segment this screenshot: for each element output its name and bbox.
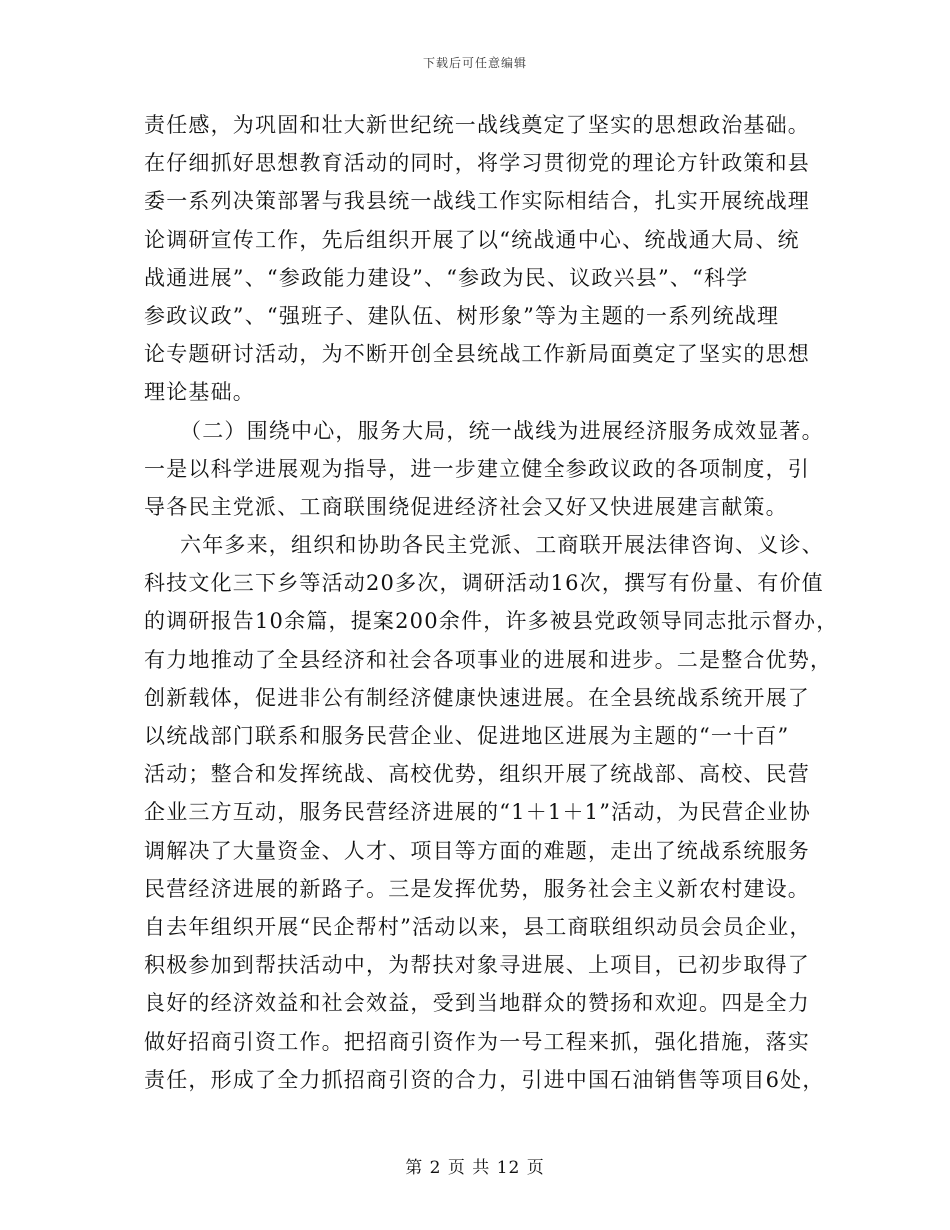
- body-line: 责任感，为巩固和壮大新世纪统一战线奠定了坚实的思想政治基础。: [144, 113, 810, 137]
- body-line: 积极参加到帮扶活动中，为帮扶对象寻进展、上项目，已初步取得了: [144, 953, 810, 978]
- body-line: 在仔细抓好思想教育活动的同时，将学习贯彻党的理论方针政策和县: [144, 151, 810, 176]
- body-line: 科技文化三下乡等活动20多次，调研活动16次，撰写有份量、有价值: [144, 571, 824, 596]
- body-line: 论专题研讨活动，为不断开创全县统战工作新局面奠定了坚实的思想: [144, 342, 810, 367]
- document-body: [144, 106, 839, 1099]
- body-line: 以统战部门联系和服务民营企业、促进地区进展为主题的“一十百”: [144, 724, 790, 748]
- paragraph-start-line: 六年多来，组织和协助各民主党派、工商联开展法律咨询、义诊、: [180, 533, 824, 558]
- body-line: 民营经济进展的新路子。三是发挥优势，服务社会主义新农村建设。: [144, 876, 810, 901]
- body-line: 企业三方互动，服务民营经济进展的“1＋1＋1”活动，为民营企业协: [144, 800, 811, 825]
- body-line: 有力地推动了全县经济和社会各项事业的进展和进步。二是整合优势，: [144, 647, 833, 672]
- section-heading-line: （二）围绕中心，服务大局，统一战线为进展经济服务成效显著。: [180, 418, 824, 443]
- body-line: 理论基础。: [144, 380, 255, 405]
- body-line: 参政议政”、“强班子、建队伍、树形象”等为主题的一系列统战理: [144, 303, 780, 328]
- body-line: 一是以科学进展观为指导，进一步建立健全参政议政的各项制度，引: [144, 456, 810, 481]
- body-line: 创新载体，促进非公有制经济健康快速进展。在全县统战系统开展了: [144, 685, 810, 710]
- page-number-footer: 第 2 页 共 12 页: [405, 1158, 545, 1178]
- body-line: 做好招商引资工作。把招商引资作为一号工程来抓，强化措施，落实: [144, 1029, 810, 1054]
- body-line: 良好的经济效益和社会效益，受到当地群众的赞扬和欢迎。四是全力: [144, 991, 810, 1016]
- body-line: 自去年组织开展“民企帮村”活动以来，县工商联组织动员会员企业，: [144, 914, 812, 939]
- body-line: 调解决了大量资金、人才、项目等方面的难题，走出了统战系统服务: [144, 838, 810, 863]
- body-line: 论调研宣传工作，先后组织开展了以“统战通中心、统战通大局、统: [144, 227, 800, 252]
- body-line: 导各民主党派、工商联围绕促进经济社会又好又快进展建言献策。: [144, 494, 788, 519]
- body-line: 责任，形成了全力抓招商引资的合力，引进中国石油销售等项目6处，: [144, 1067, 825, 1092]
- page-header: 下载后可任意编辑: [422, 56, 527, 70]
- body-line: 活动；整合和发挥统战、高校优势，组织开展了统战部、高校、民营: [144, 762, 810, 787]
- body-line: 委一系列决策部署与我县统一战线工作实际相结合，扎实开展统战理: [144, 189, 810, 214]
- body-line: 的调研报告10余篇，提案200余件，许多被县党政领导同志批示督办，: [144, 609, 839, 634]
- body-line: 战通进展”、“参政能力建设”、“参政为民、议政兴县”、“科学: [144, 265, 749, 290]
